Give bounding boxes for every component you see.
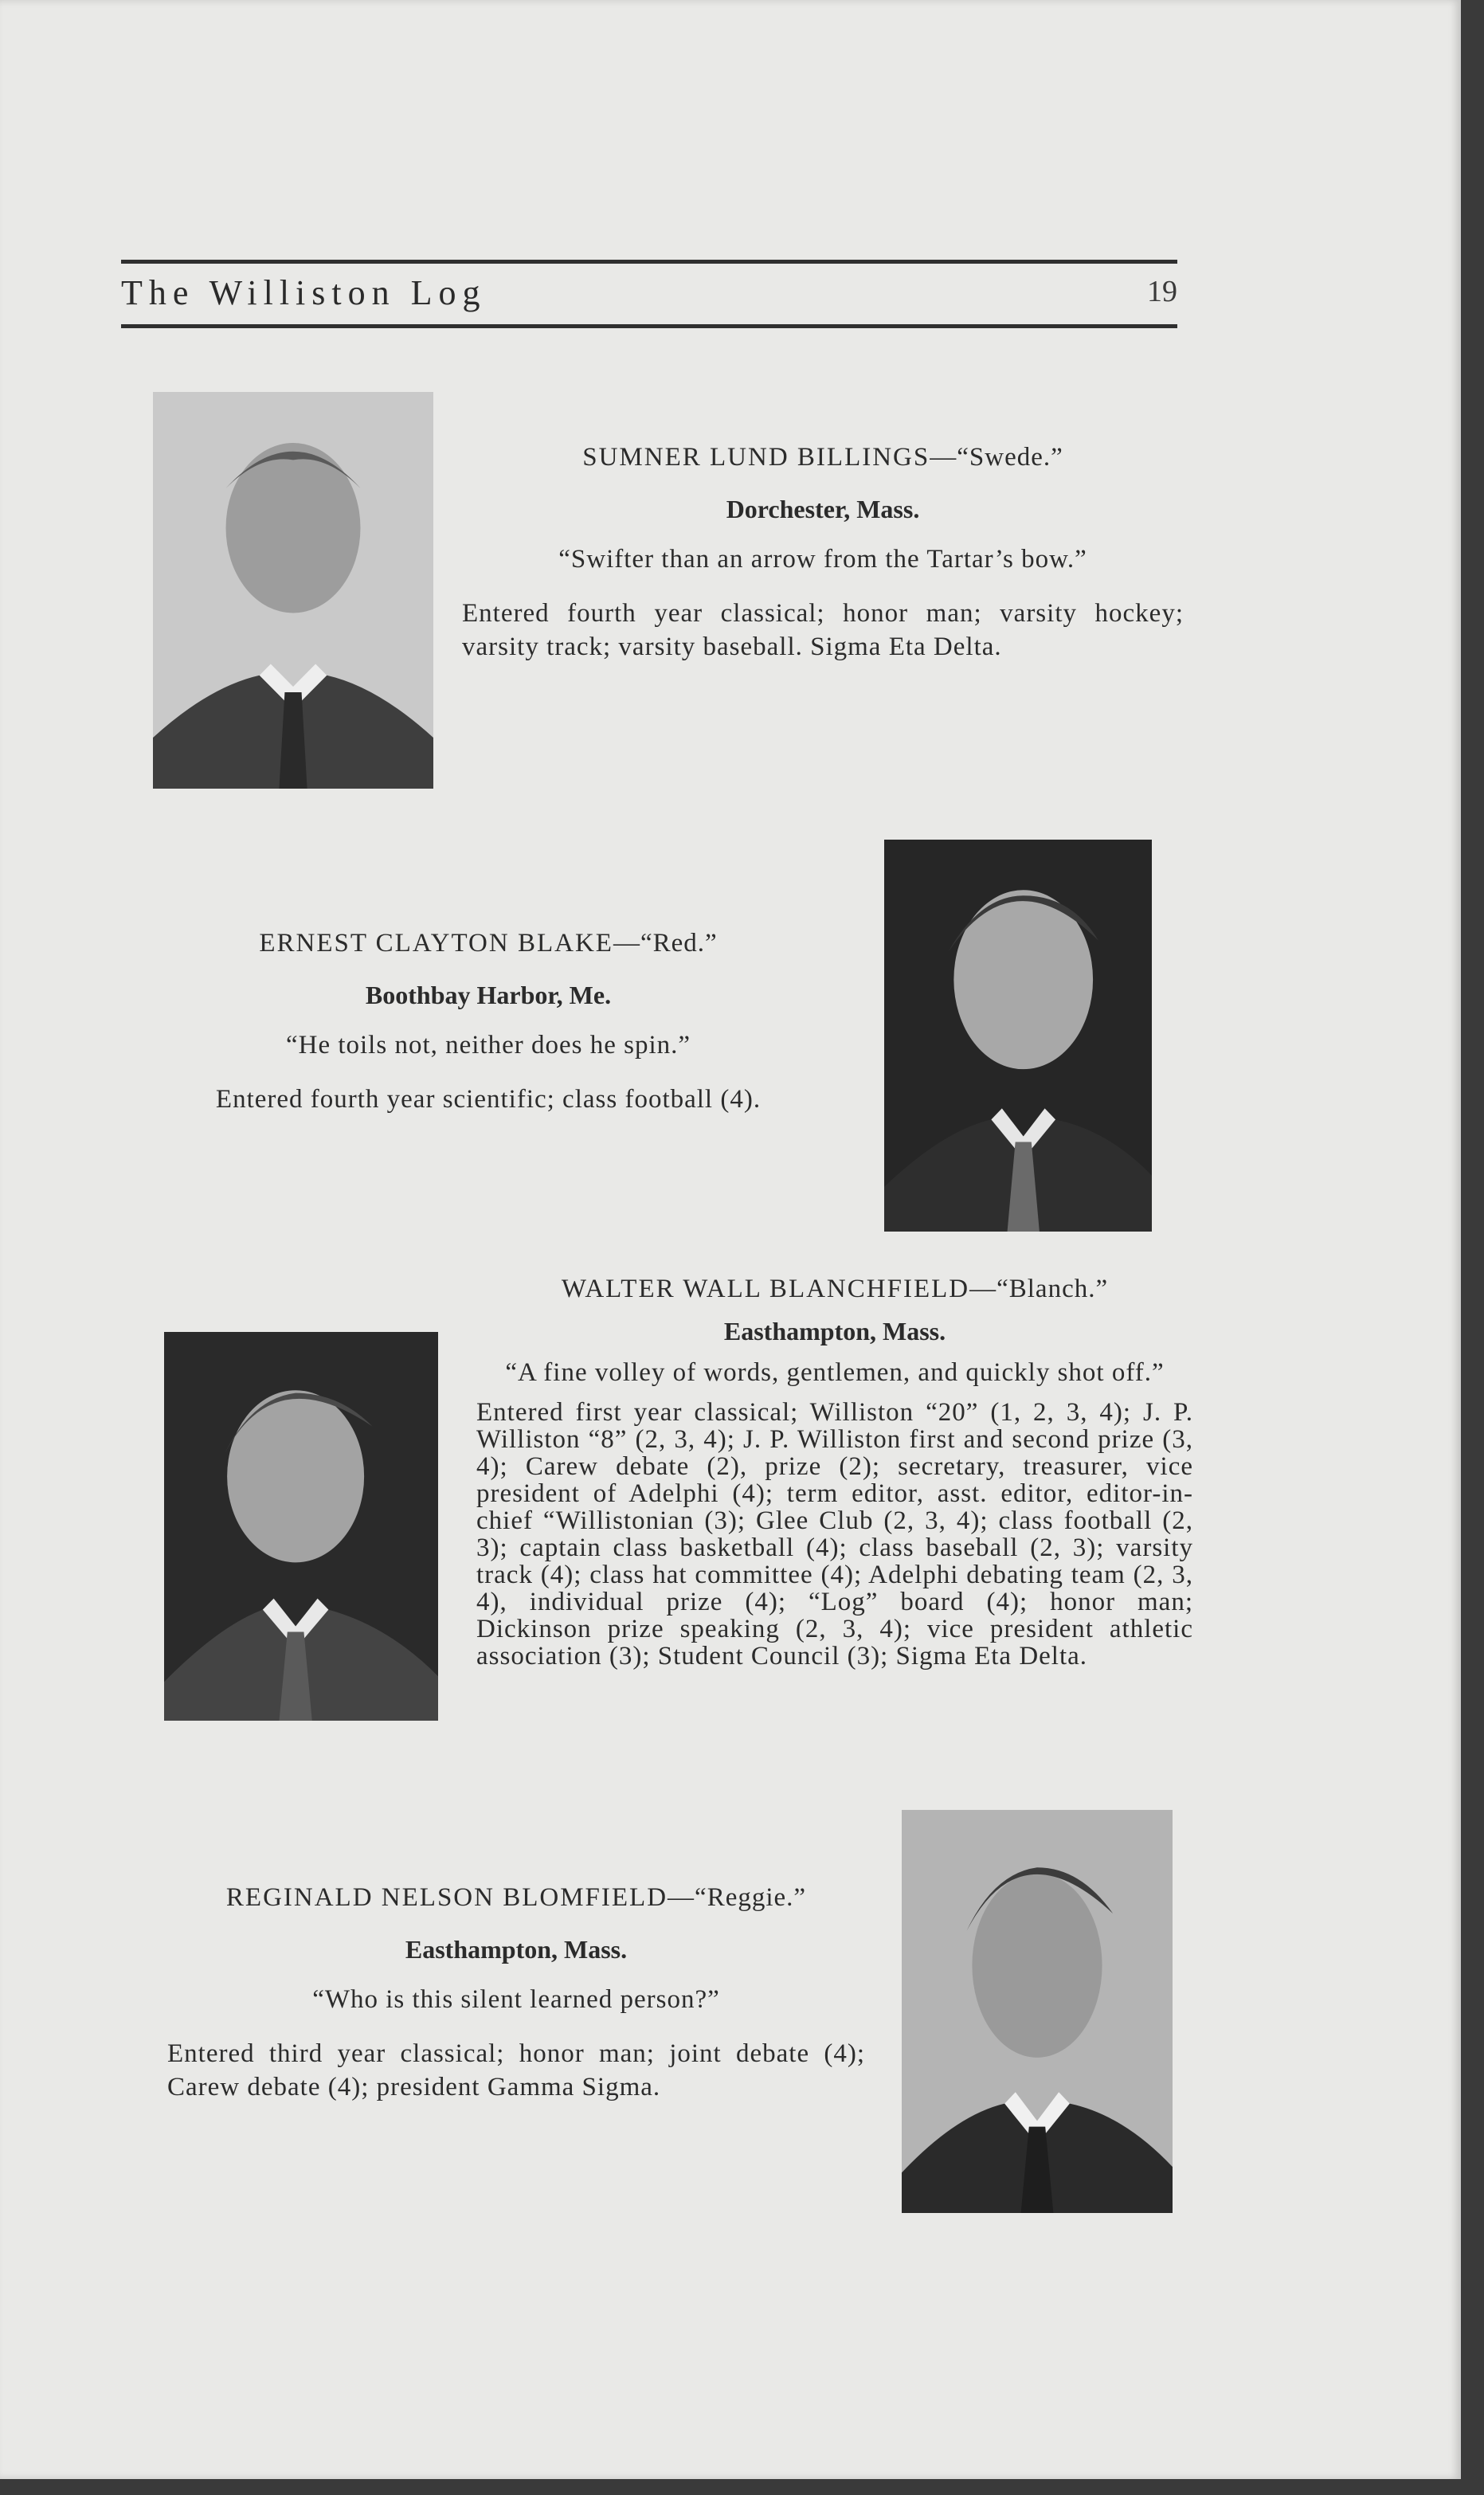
activity-record: Entered fourth year classical; honor man; varsity hockey; varsity track; varsity baseball. Sigma Eta Delta. (462, 599, 1184, 661)
portrait-photo-billings (153, 392, 433, 789)
student-name (462, 443, 1184, 472)
hometown: Easthampton, Mass. (723, 1317, 946, 1345)
entry-blanchfield (476, 1275, 1193, 1670)
nickname-text: —“Reggie.” (668, 1883, 807, 1912)
name-text: SUMNER LUND BILLINGS (582, 443, 930, 472)
activity-record: Entered third year classical; honor man; joint debate (4); Carew debate (4); president Gamma Sigma. (167, 2039, 865, 2101)
header-rule-top (121, 260, 1177, 264)
publication-title: The Williston Log (121, 273, 487, 312)
entry-billings (462, 443, 1184, 664)
nickname-text: —“Red.” (613, 929, 718, 958)
header-rule-bottom (121, 324, 1177, 328)
name-text: REGINALD NELSON BLOMFIELD (225, 1883, 668, 1912)
activity-record: Entered fourth year scientific; class football (4). (215, 1085, 762, 1114)
hometown: Boothbay Harbor, Me. (365, 981, 612, 1009)
portrait-photo-blake (884, 840, 1152, 1232)
page-number: 19 (1147, 275, 1177, 308)
entry-blake (158, 929, 819, 1116)
student-name (158, 929, 819, 958)
student-name (167, 1883, 865, 1913)
student-name (476, 1275, 1193, 1304)
entry-blomfield (167, 1883, 865, 2104)
running-header (121, 260, 1177, 331)
nickname-text: —“Blanch.” (969, 1275, 1109, 1303)
quotation: “Who is this silent learned person?” (312, 1985, 720, 2014)
nickname-text: —“Swede.” (930, 443, 1063, 472)
hometown: Dorchester, Mass. (726, 495, 920, 523)
quotation: “He toils not, neither does he spin.” (285, 1031, 691, 1059)
portrait-photo-blanchfield (164, 1332, 438, 1721)
hometown: Easthampton, Mass. (405, 1935, 628, 1964)
portrait-photo-blomfield (902, 1810, 1173, 2213)
name-text: ERNEST CLAYTON BLAKE (259, 929, 613, 958)
name-text: WALTER WALL BLANCHFIELD (561, 1275, 970, 1303)
activity-record: Entered first year classical; Williston “20” (1, 2, 3, 4); J. P. Williston “8” (2, 3, 4); J. P. Williston first and second prize (3, 4); Carew debate (2), prize (2); secretary, treasurer, vice president of Adelphi (4); term editor, asst. editor, editor-in-chief “Willistonian (3); Glee Club (2, 3, 4); class football (2, 3); captain class basketball (4); class baseball (2, 3); varsity track (4); class hat committee (4); Adelphi debating team (2, 3, 4), individual prize (4); “Log” board (4); honor man; Dickinson prize speaking (2, 3, 4); vice president athletic association (3); Student Council (3); Sigma Eta Delta. (476, 1398, 1193, 1671)
quotation: “Swifter than an arrow from the Tartar’s bow.” (558, 545, 1087, 574)
quotation: “A fine volley of words, gentlemen, and quickly shot off.” (505, 1358, 1165, 1387)
